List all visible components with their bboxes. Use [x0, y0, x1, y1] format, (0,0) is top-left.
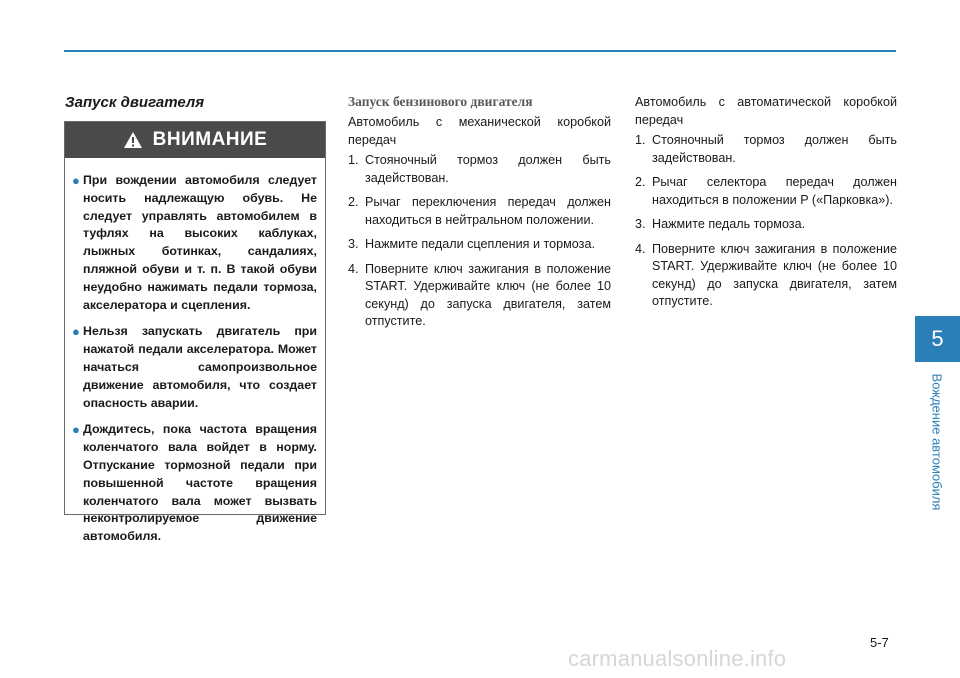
step-number: 1. — [635, 133, 646, 147]
step-text: Поверните ключ зажигания в положение START. Удерживайте ключ (не более 10 секунд) до запуска двигателя, затем отпустите. — [365, 261, 611, 328]
manual-steps — [348, 152, 611, 331]
step-number: 4. — [348, 261, 359, 276]
chapter-number: 5 — [931, 326, 944, 351]
step-item — [635, 132, 897, 167]
step-item — [635, 216, 897, 234]
warning-item — [72, 323, 317, 412]
petrol-start-title: Запуск бензинового двигателя — [348, 94, 533, 109]
automatic-transmission-column — [635, 94, 897, 318]
page-number: 5-7 — [870, 635, 889, 650]
manual-intro: Автомобиль с механической коробкой передач — [348, 115, 611, 147]
step-text: Стояночный тормоз должен быть задействован. — [652, 133, 897, 165]
step-text: Рычаг селектора передач должен находиться в положении P («Парковка»). — [652, 175, 897, 207]
warning-title: ВНИМАНИЕ — [152, 129, 268, 150]
step-item — [348, 194, 611, 229]
step-number: 3. — [635, 217, 646, 231]
warning-item — [72, 421, 317, 546]
warning-item — [72, 172, 317, 314]
warning-box — [64, 121, 326, 544]
auto-intro: Автомобиль с автоматической коробкой передач — [635, 95, 897, 127]
step-item — [348, 236, 611, 254]
auto-steps — [635, 132, 897, 311]
step-number: 4. — [635, 241, 646, 256]
chapter-tab[interactable] — [915, 316, 960, 362]
step-number: 2. — [348, 195, 359, 209]
warning-triangle-icon — [123, 131, 143, 149]
step-text: Стояночный тормоз должен быть задействован. — [365, 153, 611, 185]
bullet-dot-icon: ● — [72, 324, 80, 340]
step-item — [348, 152, 611, 187]
warning-item-text: При вождении автомобиля следует носить надлежащую обувь. Не следует управлять автомобилем в туфлях на высоких каблуках, лыжных ботинках, сандалиях, пляжной обуви и т. п. В такой обуви неудобно нажимать педали тормоза, акселератора и сцепления. — [83, 173, 317, 312]
step-item — [348, 261, 611, 331]
chapter-label: Вождение автомобиля — [929, 373, 945, 511]
step-text: Поверните ключ зажигания в положение START. Удерживайте ключ (не более 10 секунд) до запуска двигателя, затем отпустите. — [652, 241, 897, 308]
step-text: Нажмите педали сцепления и тормоза. — [365, 237, 595, 251]
warning-header — [65, 122, 325, 158]
warning-list — [65, 158, 325, 546]
step-number: 1. — [348, 153, 359, 167]
warning-item-text: Нельзя запускать двигатель при нажатой педали акселератора. Может начаться самопроизвольное движение автомобиля, что создает опасность аварии. — [83, 324, 317, 410]
top-rule — [64, 50, 896, 52]
warning-item-text: Дождитесь, пока частота вращения коленчатого вала войдет в норму. Отпускание тормозной педали при повышенной частоте вращения коленчатого вала может вызвать неконтролируемое движение автомобиля. — [83, 422, 317, 544]
step-text: Нажмите педаль тормоза. — [652, 217, 806, 231]
manual-transmission-column — [348, 94, 611, 338]
watermark: carmanualsonline.info — [568, 646, 787, 671]
step-number: 3. — [348, 237, 359, 251]
step-item — [635, 241, 897, 311]
bullet-dot-icon: ● — [72, 173, 80, 188]
step-text: Рычаг переключения передач должен находиться в нейтральном положении. — [365, 195, 611, 227]
bullet-dot-icon: ● — [72, 422, 80, 438]
step-item — [635, 174, 897, 209]
section-title: Запуск двигателя — [65, 94, 205, 111]
step-number: 2. — [635, 175, 646, 189]
